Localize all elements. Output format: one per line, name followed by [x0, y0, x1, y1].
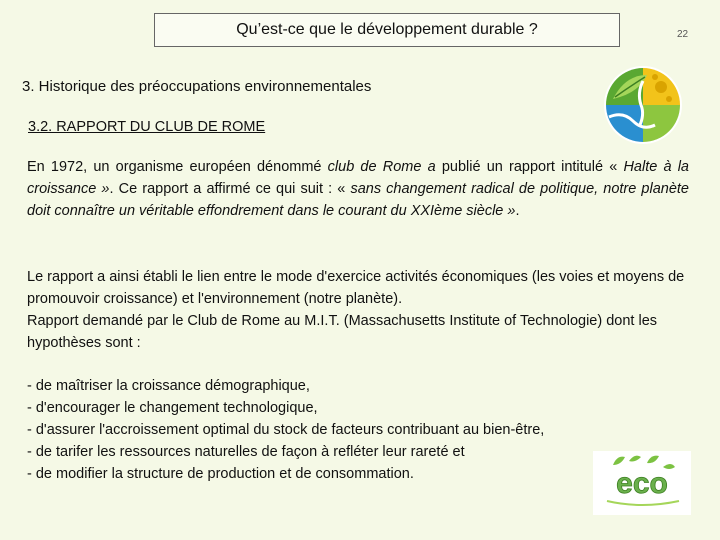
list-item: - de tarifer les ressources naturelles de façon à refléter leur rareté et	[27, 444, 465, 460]
hypotheses-list	[27, 375, 689, 485]
list-item: - d'encourager le changement technologique,	[27, 400, 318, 416]
paragraph-mit: Rapport demandé par le Club de Rome au M.I.T. (Massachusetts Institute of Technologie) dont les hypothèses sont :	[27, 313, 658, 351]
slide-title: Qu’est-ce que le développement durable ?	[236, 21, 538, 38]
list-item: - de modifier la structure de production et de consommation.	[27, 466, 414, 482]
eco-logo-icon	[593, 451, 691, 515]
intro-text-1: En 1972, un organisme européen dénommé	[27, 159, 328, 175]
intro-text-7: .	[515, 203, 520, 219]
eco-logo-text: eco	[616, 467, 668, 500]
paragraph-intro	[27, 156, 689, 222]
list-item: - de maîtriser la croissance démographique,	[27, 378, 310, 394]
section-heading: 3. Historique des préoccupations environnementales	[22, 78, 372, 95]
intro-text-6: sans changement radical de politique, notre planète doit connaître un véritable effondrement dans le courant du XXIème siècle »	[27, 181, 690, 219]
page-number: 22	[677, 29, 689, 40]
sustainability-logo-icon	[603, 65, 683, 145]
intro-text-2: club de Rome a	[327, 159, 436, 175]
intro-text-3: publié un rapport intitulé «	[435, 159, 624, 175]
paragraph-link: Le rapport a ainsi établi le lien entre le mode d'exercice activités économiques (les voies et moyens de promouvoir croissance) et l'environnement (notre planète).	[27, 269, 685, 307]
intro-text-4: Halte à la croissance »	[27, 159, 690, 197]
intro-text-5: . Ce rapport a affirmé ce qui suit : «	[109, 181, 351, 197]
slide-title-box	[154, 13, 620, 47]
list-item: - d'assurer l'accroissement optimal du stock de facteurs contribuant au bien-être,	[27, 422, 545, 438]
sub-heading: 3.2. RAPPORT DU CLUB DE ROME	[28, 119, 266, 135]
